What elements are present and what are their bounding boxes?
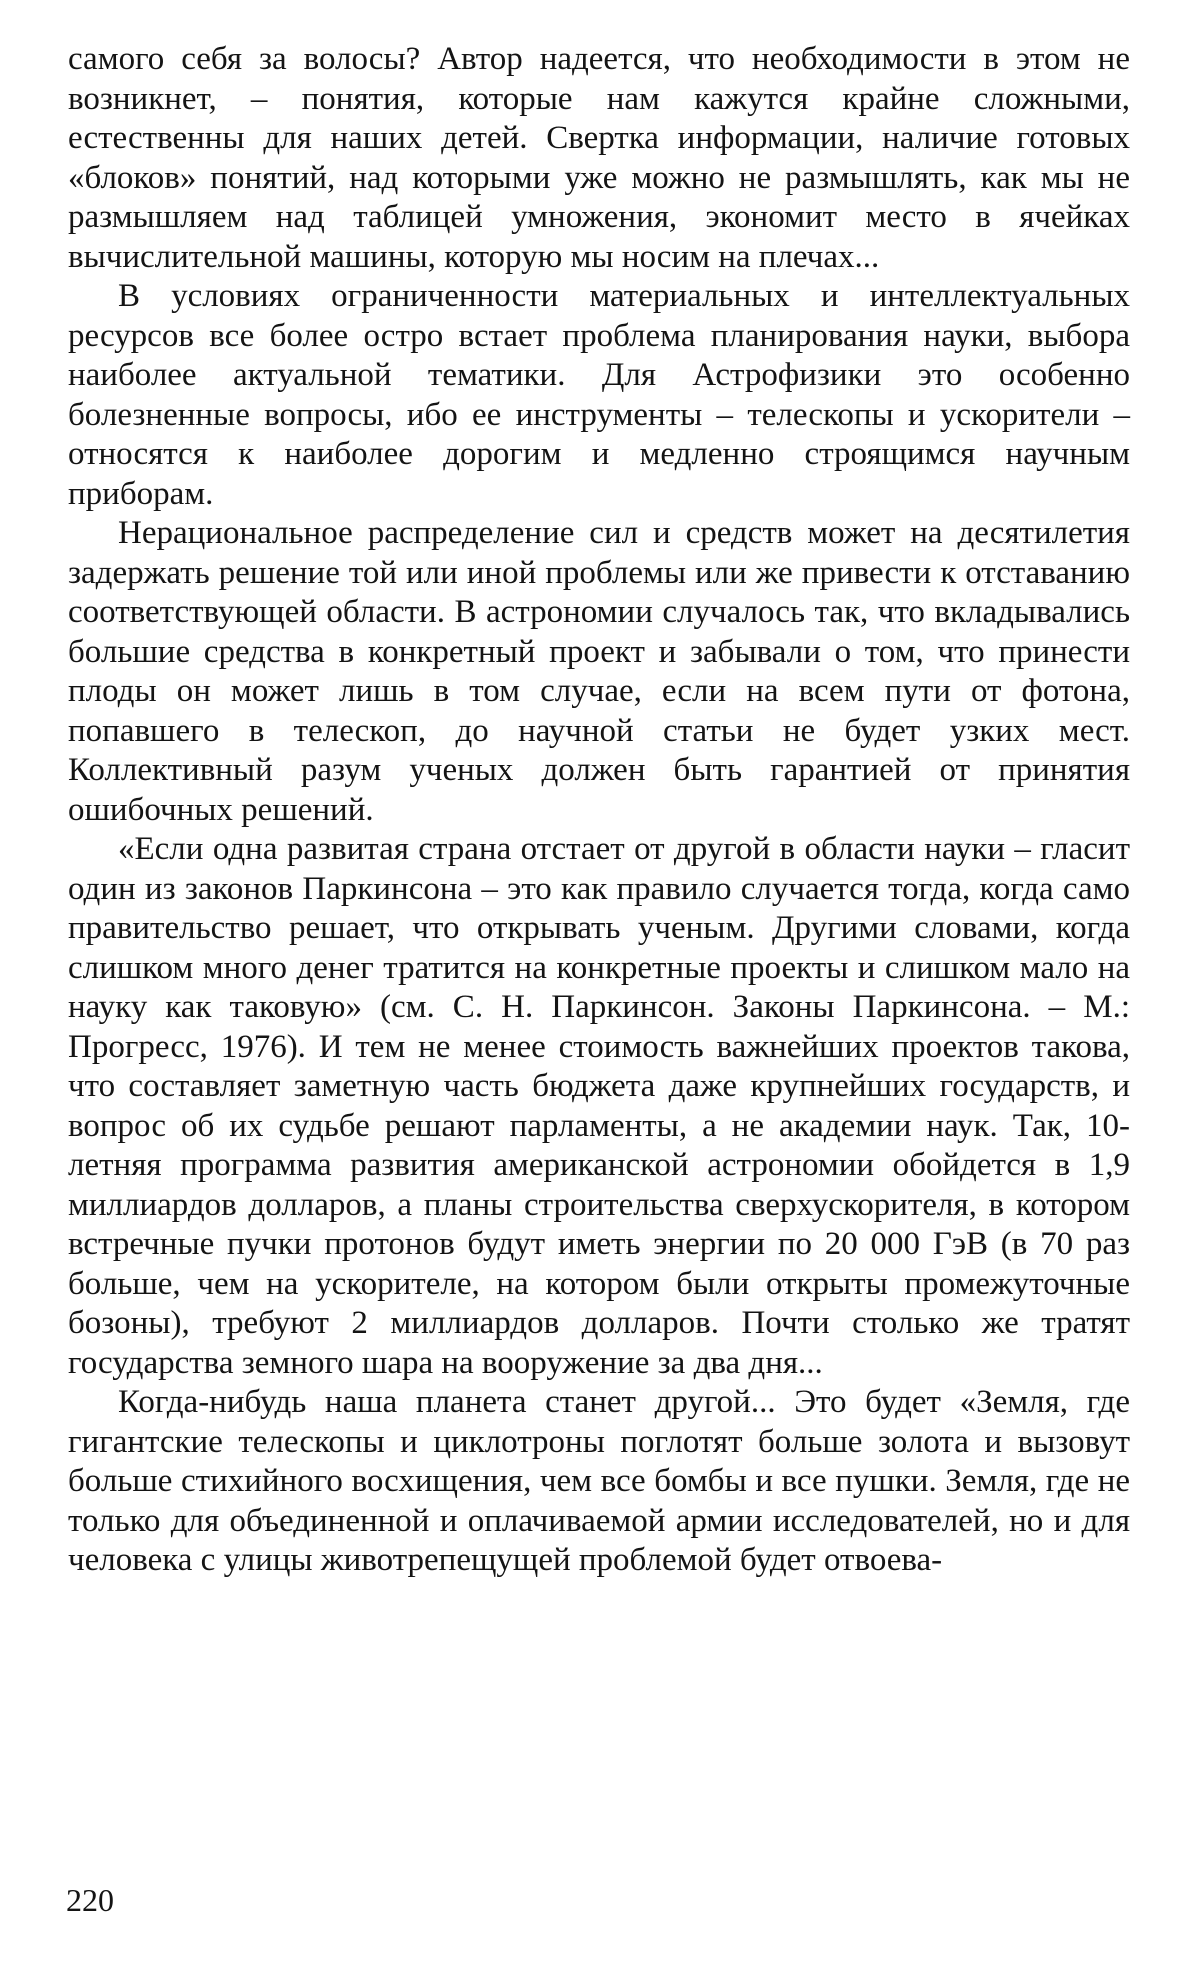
page-number: 220	[66, 1882, 114, 1918]
paragraph-1: самого себя за волосы? Автор надеется, что необходимости в этом не возникнет, – понятия, которые нам кажутся крайне сложными, естественны для наших детей. Свертка информации, наличие готовых «блоков» понятий, над которыми уже можно не размышлять, как мы не размышляем над таблицей умножения, экономит место в ячейках вычислительной машины, которую мы носим на плечах...	[68, 41, 1130, 275]
paragraph-3: Нерациональное распределение сил и средств может на десятилетия задержать решение той или иной проблемы или же привести к отставанию соответствующей области. В астрономии случалось так, что вкладывались большие средства в конкретный проект и забывали о том, что принести плоды он может лишь в том случае, если на всем пути от фотона, попавшего в телескоп, до научной статьи не будет узких мест. Коллективный разум ученых должен быть гарантией от принятия ошибочных решений.	[68, 515, 1130, 828]
page-body	[68, 40, 1130, 1581]
paragraph-4: «Если одна развитая страна отстает от другой в области науки – гласит один из законов Паркинсона – это как правило случается тогда, когда само правительство решает, что открывать ученым. Другими словами, когда слишком много денег тратится на конкретные проекты и слишком мало на науку как таковую» (см. С. Н. Паркинсон. Законы Паркинсона. – М.: Прогресс, 1976). И тем не менее стоимость важнейших проектов такова, что составляет заметную часть бюджета даже крупнейших государств, и вопрос об их судьбе решают парламенты, а не академии наук. Так, 10-летняя программа развития американской астрономии обойдется в 1,9 миллиардов долларов, а планы строительства сверхускорителя, в котором встречные пучки протонов будут иметь энергии по 20 000 ГэВ (в 70 раз больше, чем на ускорителе, на котором были открыты промежуточные бозоны), требуют 2 миллиардов долларов. Почти столько же тратят государства земного шара на вооружение за два дня...	[68, 831, 1130, 1381]
paragraph-5: Когда-нибудь наша планета станет другой... Это будет «Земля, где гигантские телескопы и циклотроны поглотят больше золота и вызовут больше стихийного восхищения, чем все бомбы и все пушки. Земля, где не только для объединенной и оплачиваемой армии исследователей, но и для человека с улицы животрепещущей проблемой будет отвоева-	[68, 1384, 1130, 1578]
paragraph-2: В условиях ограниченности материальных и интеллектуальных ресурсов все более остро встает проблема планирования науки, выбора наиболее актуальной тематики. Для Астрофизики это особенно болезненные вопросы, ибо ее инструменты – телескопы и ускорители – относятся к наиболее дорогим и медленно строящимся научным приборам.	[68, 278, 1130, 512]
